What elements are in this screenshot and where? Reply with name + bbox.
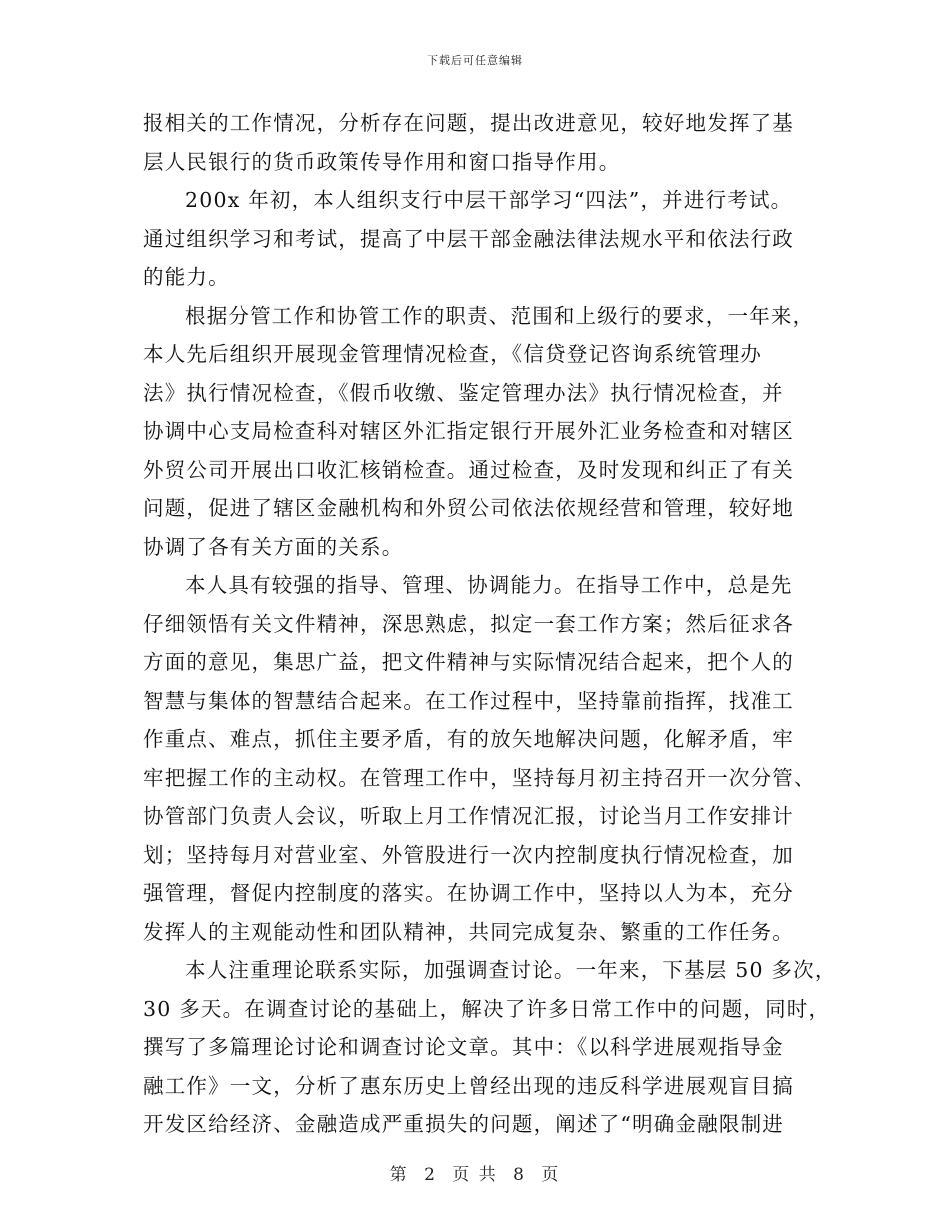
text-line: 本人注重理论联系实际，加强调查讨论。一年来，下基层 50 多次， <box>185 958 837 982</box>
text-line: 外贸公司开展出口收汇核销检查。通过检查，及时发现和纠正了有关 <box>143 457 794 482</box>
page-number: 2 <box>424 1165 437 1185</box>
text-line: 本人具有较强的指导、管理、协调能力。在指导工作中，总是先 <box>185 573 793 597</box>
footer-middle: 页 共 <box>452 1165 498 1185</box>
text-line: 强管理，督促内控制度的落实。在协调工作中，坚持以人为本，充分 <box>143 881 794 905</box>
paragraph-5 <box>143 951 837 1144</box>
paragraph-2 <box>143 181 807 297</box>
text-line: 开发区给经济、金融造成严重损失的问题，阐述了“明确金融限制进 <box>143 1112 784 1136</box>
text-line: 层人民银行的货币政策传导作用和窗口指导作用。 <box>143 149 621 174</box>
text-line: 撰写了多篇理论讨论和调查讨论文章。其中：《以科学进展观指导金 <box>143 1035 784 1059</box>
paragraph-4 <box>143 566 816 951</box>
text-line: 协调中心支局检查科对辖区外汇指定银行开展外汇业务检查和对辖区 <box>143 419 794 443</box>
text-line: 方面的意见，集思广益，把文件精神与实际情况结合起来，把个人的 <box>143 650 794 674</box>
text-line: 划；坚持每月对营业室、外管股进行一次内控制度执行情况检查，加 <box>143 842 794 867</box>
text-line: 作重点、难点，抓住主要矛盾，有的放矢地解决问题，化解矛盾，牢 <box>143 727 794 751</box>
paragraph-1 <box>143 104 807 181</box>
text-line: 根据分管工作和协管工作的职责、范围和上级行的要求，一年来， <box>185 303 815 328</box>
text-line: 牢把握工作的主动权。在管理工作中，坚持每月初主持召开一次分管、 <box>143 765 816 790</box>
footer-suffix: 页 <box>541 1165 561 1185</box>
paragraph-3 <box>143 297 815 567</box>
text-line: 协管部门负责人会议，听取上月工作情况汇报，讨论当月工作安排计 <box>143 804 794 828</box>
text-line: 本人先后组织开展现金管理情况检查，《信贷登记咨询系统管理办 <box>143 342 763 366</box>
footer-prefix: 第 <box>389 1165 409 1185</box>
page-header: 下载后可任意编辑 <box>427 54 523 67</box>
text-line: 仔细领悟有关文件精神，深思熟虑，拟定一套工作方案；然后征求各 <box>143 611 794 636</box>
text-line: 协调了各有关方面的关系。 <box>143 534 404 559</box>
text-line: 的能力。 <box>143 265 230 289</box>
page-footer <box>0 1160 950 1185</box>
total-pages: 8 <box>513 1165 526 1185</box>
document-body <box>143 104 837 1144</box>
text-line: 通过组织学习和考试，提高了中层干部金融法律法规水平和依法行政 <box>143 226 794 251</box>
text-line: 智慧与集体的智慧结合起来。在工作过程中，坚持靠前指挥，找准工 <box>143 688 794 713</box>
text-line: 问题，促进了辖区金融机构和外贸公司依法依规经营和管理，较好地 <box>143 496 794 520</box>
text-line: 报相关的工作情况，分析存在问题，提出改进意见，较好地发挥了基 <box>143 111 794 135</box>
text-line: 融工作》一文，分析了惠东历史上曾经出现的违反科学进展观盲目搞 <box>143 1073 794 1098</box>
text-line: 发挥人的主观能动性和团队精神，共同完成复杂、繁重的工作任务。 <box>143 919 794 944</box>
text-line: 200x 年初，本人组织支行中层干部学习“四法”，并进行考试。 <box>185 188 793 212</box>
text-line: 法》执行情况检查，《假币收缴、鉴定管理办法》执行情况检查，并 <box>143 380 784 405</box>
text-line: 30 多天。在调查讨论的基础上，解决了许多日常工作中的问题，同时， <box>143 996 831 1021</box>
